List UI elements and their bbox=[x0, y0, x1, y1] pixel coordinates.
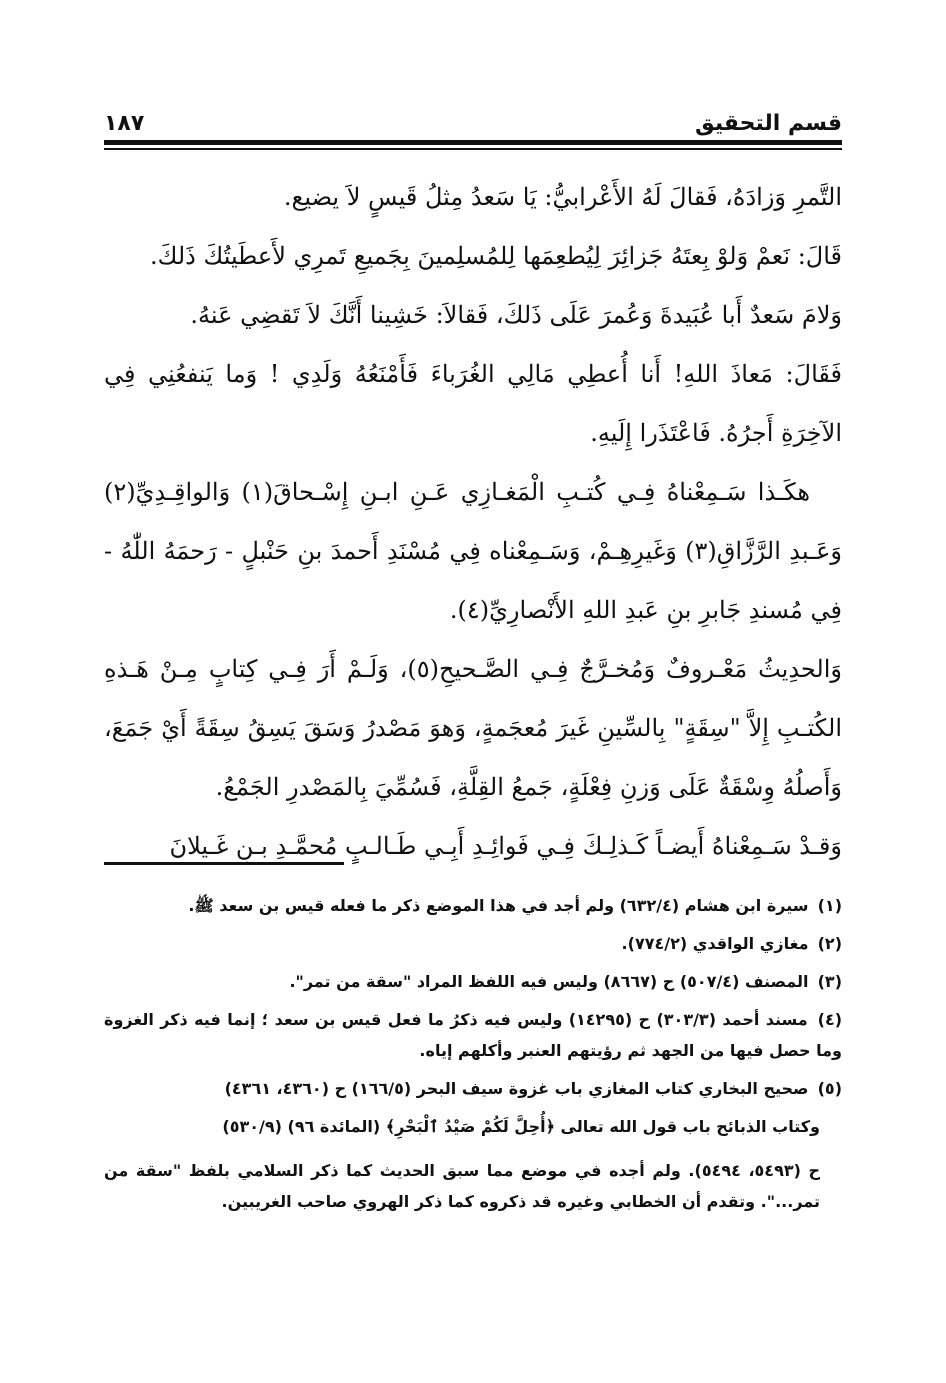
footnote-number: (١) bbox=[817, 896, 842, 915]
header-rule-thick bbox=[104, 140, 842, 145]
footnote-item bbox=[104, 966, 842, 997]
body-paragraph: قَالَ: نَعمْ وَلوْ بِعتَهُ جَزائِرَ لِيُطعِمَها لِلمُسلِمينَ بِجَميعِ تَمرِي لأَعطَيتُكَ ذَلكَ. bbox=[149, 242, 842, 270]
footnote-number: (٣) bbox=[817, 972, 842, 991]
footnote-item bbox=[104, 928, 842, 959]
footnote-item bbox=[104, 1073, 842, 1104]
footnote-continuation: وكتاب الذبائح باب قول الله تعالى ﴿أُحِلَّ لَكُمْ صَيْدُ ٱلْبَحْرِ﴾ (المائدة ٩٦) (٥٣٠/٩) bbox=[222, 1117, 820, 1136]
page-header bbox=[104, 96, 842, 136]
footnote-text: صحيح البخاري كتاب المغازي باب غزوة سيف البحر (١٦٦/٥) ح (٤٣٦٠، ٤٣٦١) bbox=[224, 1079, 809, 1098]
footnote-continuation: ح (٥٤٩٣، ٥٤٩٤). ولم أجده في موضع مما سبق الحديث كما ذكر السلامي بلفظ "سقة من تمر...". وتقدم أن الخطابي وغيره قد ذكروه كما ذكر الهروي صاحب الغريبين. bbox=[104, 1161, 821, 1211]
footnote-text: المصنف (٥٠٧/٤) ح (٨٦٦٧) وليس فيه اللفظ المراد "سقة من تمر". bbox=[289, 972, 809, 991]
footnote-number: (٢) bbox=[817, 934, 842, 953]
page-number: ١٨٧ bbox=[104, 111, 145, 136]
body-text bbox=[104, 168, 842, 876]
body-paragraph: وَلامَ سَعدٌ أَبا عُبَيدةَ وَعُمرَ عَلَى ذَلكَ، فَقالاَ: خَشِينا أَنَّكَ لاَ تَقضِي عَنهُ. bbox=[190, 301, 842, 329]
body-paragraph: هكَـذا سَـمِعْناهُ فِـي كُتـبِ الْمَغـازِي عَـنِ ابـنِ إِسْـحاقَ(١) وَالواقِـدِيِّ(٢) وَعَـبدِ الرَّزَّاقِ(٣) وَغَيرِهِـمْ، وَسَـمِعْناه فِي مُسْنَدِ أَحمدَ بنِ حَنْبلٍ - رَحمَهُ اللّٰهُ - فِي مُسندِ جَابرِ بنِ عَبدِ اللهِ الأَنْصارِيِّ(٤). bbox=[104, 478, 842, 624]
footnote-separator bbox=[104, 862, 344, 865]
footnote-text: مغازي الواقدي (٧٧٤/٢). bbox=[621, 934, 809, 953]
footnote-item bbox=[104, 1004, 842, 1066]
footnote-item bbox=[104, 890, 842, 921]
footnote-number: (٥) bbox=[817, 1079, 842, 1098]
header-rule-thin bbox=[104, 148, 842, 150]
section-title: قسم التحقيق bbox=[695, 111, 842, 136]
body-paragraph: فَقَالَ: مَعاذَ اللهِ! أَنا أُعطِي مَالِي الغُرَباءَ فَأَمْنَعُهُ وَلَدِي ! وَما يَنفعُنِي فِي الآخِرَةِ أَجرُهُ. فَاعْتَذَرا إِلَيهِ. bbox=[104, 360, 842, 447]
body-paragraph: وَقـدْ سَـمِعْناهُ أَيضـاً كَـذلِـكَ فِـي فَوائِـدِ أَبِـي طَـالـبٍ مُحمَّـدِ بـنِ غَـيلانَ bbox=[169, 832, 842, 860]
footnotes bbox=[104, 890, 842, 1230]
body-paragraph: وَالحدِيثُ مَعْـروفٌ وَمُخـرَّجٌ فِـي الصَّـحيحِ(٥)، وَلَـمْ أَرَ فِـي كِتابٍ مِـنْ هَـذهِ الكُتـبِ إِلاَّ "سِقَةٍ" بِالسِّينِ غَيرَ مُعجَمةٍ، وَهوَ مَصْدرُ وَسَقَ يَسِقُ سِقَةً أَيْ جَمَعَ، وَأَصلُهُ وِسْقَةٌ عَلَى وَزنِ فِعْلَةٍ، جَمعُ القِلَّةِ، فَسُمِّيَ بِالمَصْدرِ الجَمْعُ. bbox=[104, 655, 842, 801]
body-paragraph: التَّمرِ وَزادَهُ، فَقالَ لَهُ الأَعْرابيُّ: يَا سَعدُ مِثلُ قَيسٍ لاَ يضيع. bbox=[283, 183, 842, 211]
footnote-text: سيرة ابن هشام (٦٣٢/٤) ولم أجد في هذا الموضع ذكر ما فعله قيس بن سعد ﷺ. bbox=[188, 896, 809, 915]
footnote-text: مسند أحمد (٣٠٣/٣) ح (١٤٢٩٥) وليس فيه ذكرُ ما فعل قيس بن سعد ؛ إنما فيه ذكر الغزوة وما حصل فيها من الجهد ثم رؤيتهم العنبر وأكلهم إياه. bbox=[104, 1010, 842, 1060]
footnote-number: (٤) bbox=[817, 1010, 843, 1029]
